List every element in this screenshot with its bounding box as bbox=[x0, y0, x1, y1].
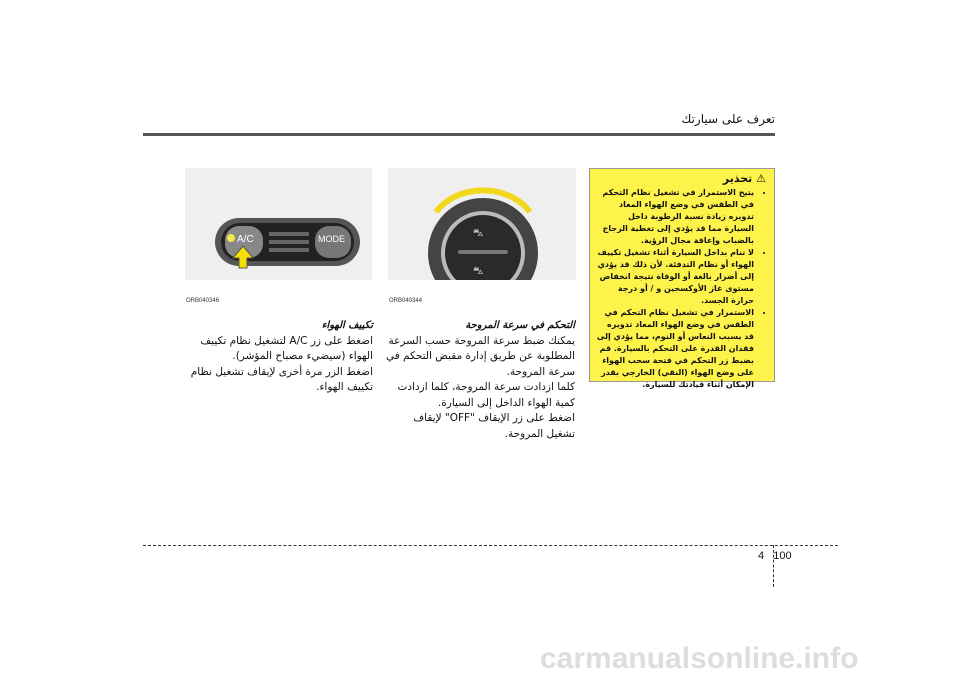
svg-text:⛍: ⛍ bbox=[473, 228, 484, 239]
svg-text:⛍: ⛍ bbox=[473, 266, 484, 277]
watermark: carmanualsonline.info bbox=[540, 642, 859, 675]
warning-item: • لا تنام بداخل السيارة أثناء تشغيل تكييف الهواء أو نظام التدفئة. لأن ذلك قد يؤدي إلى أضرار بالغة أو الوفاة نتيجة انخفاض مستوى غاز الأوكسجين و / أو درجة حرارة الجسد. bbox=[596, 247, 754, 307]
ac-mode-panel-illustration bbox=[185, 168, 372, 280]
footer-rule bbox=[143, 545, 838, 546]
warning-box bbox=[589, 168, 775, 389]
header-rule bbox=[143, 133, 775, 136]
fan-speed-knob-illustration bbox=[388, 168, 576, 280]
fan-paragraph: كلما ازدادت سرعة المروحة، كلما ازدادت كمية الهواء الداخل إلى السيارة. bbox=[397, 381, 575, 409]
fan-section bbox=[385, 318, 575, 442]
fan-section-title: التحكم في سرعة المروحة bbox=[465, 320, 575, 331]
figure-caption: ORB040344 bbox=[389, 298, 423, 304]
warning-item: • الاستمرار في تشغيل نظام التحكم في الطقس في وضع الهواء المعاد تدويره قد يسبب النعاس أو النوم، مما يؤدي إلى فقدان القدرة على التحكم بالسيارة. قم بضبط زر التحكم في فتحة سحب الهواء على وضع الهواء (النقي) الخارجي بقدر الإمكان أثناء قيادتك للسيارة. bbox=[596, 307, 754, 391]
figure-caption: ORB040346 bbox=[186, 298, 220, 304]
ac-paragraph: اضغط الزر مرة أخرى لإيقاف تشغيل نظام تكييف الهواء. bbox=[190, 365, 373, 393]
ac-section-title: تكييف الهواء bbox=[321, 320, 373, 331]
ac-section bbox=[185, 318, 373, 396]
section-header: تعرف على سيارتك bbox=[681, 112, 775, 126]
page-number-value: 100 bbox=[773, 550, 792, 562]
page-number bbox=[758, 550, 792, 562]
mode-label: MODE bbox=[318, 234, 345, 244]
fan-paragraph: اضغط على زر الإيقاف "OFF" لإيقاف تشغيل المروحة. bbox=[413, 412, 575, 440]
warning-title: تحذير bbox=[722, 172, 753, 185]
fan-paragraph: يمكنك ضبط سرعة المروحة حسب السرعة المطلوبة عن طريق إدارة مقبض التحكم في سرعة المروحة. bbox=[385, 334, 575, 378]
warning-triangle-icon: ⚠ bbox=[756, 172, 766, 185]
ac-button-figure bbox=[185, 168, 372, 280]
chapter-number: 4 bbox=[758, 550, 765, 562]
ac-paragraph: اضغط على زر A/C لتشغيل نظام تكييف الهواء (سيضيء مصباح المؤشر). bbox=[200, 334, 373, 362]
warning-item: • يتيح الاستمرار في تشغيل نظام التحكم في الطقس في وضع الهواء المعاد تدويره زيادة نسبة الرطوبة داخل السيارة مما قد يؤدي إلى تغطية الزجاج بالضباب وإعاقة مجال الرؤية. bbox=[596, 187, 754, 247]
ac-label: A/C bbox=[237, 234, 254, 245]
fan-knob-figure bbox=[388, 168, 576, 280]
